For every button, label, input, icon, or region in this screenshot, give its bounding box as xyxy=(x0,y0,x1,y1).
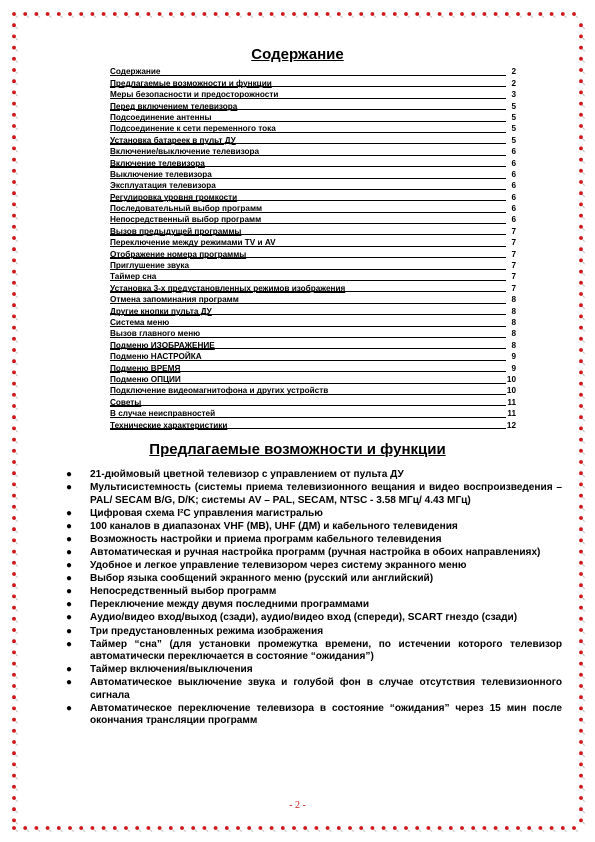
toc-entry-page: 5 xyxy=(511,124,516,134)
feature-item xyxy=(66,547,562,560)
toc-entry-label: Подключение видеомагнитофона и других устройств xyxy=(110,386,329,396)
toc-entry-label: Отображение номера программы xyxy=(110,249,247,259)
toc-entry-page: 7 xyxy=(511,272,516,282)
feature-text: Цифровая схема I²C управления магистралью xyxy=(90,507,323,519)
bullet-icon: ● xyxy=(66,638,73,650)
toc-entry-page: 5 xyxy=(511,135,516,145)
toc-entry-label: Вызов предыдущей программы xyxy=(110,226,242,236)
toc-entry-label: Включение телевизора xyxy=(110,158,205,168)
toc-entry-page: 11 xyxy=(507,409,516,419)
toc-entry-label: Подменю НАСТРОЙКА xyxy=(110,352,202,362)
bullet-icon: ● xyxy=(66,533,73,545)
toc-entry-label: Таймер сна xyxy=(110,272,157,282)
features-title: Предлагаемые возможности и функции xyxy=(149,441,446,458)
toc-entry[interactable] xyxy=(110,385,516,396)
bullet-icon: ● xyxy=(66,469,73,480)
feature-text: Автоматическая и ручная настройка программ (ручная настройка в обоих направлениях) xyxy=(90,546,541,558)
toc-entry-label: Приглушение звука xyxy=(110,261,190,271)
toc-entry-label: Установка батареек в пульт ДУ xyxy=(110,135,236,145)
feature-item xyxy=(66,560,562,573)
toc-entry-label: Меры безопасности и предосторожности xyxy=(110,90,279,100)
toc-entry[interactable] xyxy=(110,374,516,385)
toc-entry-label: Установка 3-х предустановленных режимов изображения xyxy=(110,283,346,293)
toc-entry-page: 7 xyxy=(511,226,516,236)
toc-entry-label: Подменю ОПЦИИ xyxy=(110,374,181,384)
feature-item xyxy=(66,664,562,677)
bullet-icon: ● xyxy=(66,546,73,558)
toc-entry[interactable] xyxy=(110,89,516,100)
table-of-contents xyxy=(110,66,516,431)
toc-entry-page: 9 xyxy=(511,352,516,362)
toc-entry-label: Вызов главного меню xyxy=(110,329,201,339)
bullet-icon: ● xyxy=(66,612,73,624)
toc-leader-line xyxy=(110,405,506,406)
toc-entry-page: 7 xyxy=(511,238,516,248)
bullet-icon: ● xyxy=(66,664,73,676)
toc-entry-label: Отмена запоминания программ xyxy=(110,295,239,305)
feature-item xyxy=(66,469,562,482)
toc-entry[interactable] xyxy=(110,328,516,339)
feature-item xyxy=(66,586,562,599)
toc-entry-page: 8 xyxy=(511,295,516,305)
feature-item xyxy=(66,573,562,586)
toc-entry-label: Выключение телевизора xyxy=(110,169,212,179)
toc-entry[interactable] xyxy=(110,408,516,419)
toc-entry[interactable] xyxy=(110,317,516,328)
toc-entry-page: 8 xyxy=(511,340,516,350)
toc-entry[interactable] xyxy=(110,100,516,111)
toc-entry[interactable] xyxy=(110,339,516,350)
toc-entry[interactable] xyxy=(110,294,516,305)
toc-entry-page: 6 xyxy=(511,169,516,179)
toc-entry[interactable] xyxy=(110,146,516,157)
toc-entry-page: 6 xyxy=(511,147,516,157)
toc-entry-page: 6 xyxy=(511,192,516,202)
toc-entry[interactable] xyxy=(110,260,516,271)
toc-entry[interactable] xyxy=(110,237,516,248)
toc-entry-label: В случае неисправностей xyxy=(110,409,216,419)
toc-entry[interactable] xyxy=(110,157,516,168)
feature-item xyxy=(66,482,562,507)
feature-text: Мультисистемность (системы приема телевизионного вещания и видео воспроизведения – PAL/ SECAM B/G, D/K; системы AV – PAL, SECAM, NTSC - 3.58 МГц/ 4.43 МГц) xyxy=(90,482,562,506)
toc-entry[interactable] xyxy=(110,351,516,362)
toc-leader-line xyxy=(110,280,506,281)
toc-entry[interactable] xyxy=(110,203,516,214)
features-list xyxy=(66,469,562,729)
toc-entry-page: 11 xyxy=(507,397,516,407)
feature-text: 100 каналов в диапазонах VHF (МВ), UHF (ДМ) и кабельного телевидения xyxy=(90,520,458,532)
toc-entry[interactable] xyxy=(110,362,516,373)
toc-entry-page: 10 xyxy=(506,374,516,384)
toc-entry[interactable] xyxy=(110,271,516,282)
toc-entry-page: 8 xyxy=(511,329,516,339)
feature-item xyxy=(66,521,562,534)
bullet-icon: ● xyxy=(66,573,73,585)
toc-entry[interactable] xyxy=(110,180,516,191)
toc-entry-label: Советы xyxy=(110,397,142,407)
toc-entry-page: 8 xyxy=(511,317,516,327)
toc-entry-page: 7 xyxy=(511,283,516,293)
toc-entry-label: Содержание xyxy=(110,67,161,77)
feature-text: Таймер включения/выключения xyxy=(90,664,253,676)
page-number: - 2 - xyxy=(289,800,306,811)
feature-text: 21-дюймовый цветной телевизор с управлением от пульта ДУ xyxy=(90,469,404,480)
toc-entry[interactable] xyxy=(110,396,516,407)
toc-entry-page: 2 xyxy=(511,67,516,77)
toc-entry-label: Подсоединение антенны xyxy=(110,112,212,122)
bullet-icon: ● xyxy=(66,677,73,689)
toc-title: Содержание xyxy=(251,46,344,63)
toc-entry-label: Другие кнопки пульта ДУ xyxy=(110,306,212,316)
toc-entry[interactable] xyxy=(110,112,516,123)
toc-entry-label: Непосредственный выбор программ xyxy=(110,215,262,225)
toc-entry[interactable] xyxy=(110,123,516,134)
toc-entry-label: Подсоединение к сети переменного тока xyxy=(110,124,276,134)
feature-item xyxy=(66,534,562,547)
toc-entry-page: 8 xyxy=(511,306,516,316)
toc-entry-label: Система меню xyxy=(110,317,170,327)
toc-entry-page: 6 xyxy=(511,181,516,191)
toc-entry-page: 7 xyxy=(511,249,516,259)
bullet-icon: ● xyxy=(66,625,73,637)
toc-entry-label: Перед включением телевизора xyxy=(110,101,238,111)
feature-item xyxy=(66,639,562,664)
feature-item xyxy=(66,626,562,639)
toc-entry[interactable] xyxy=(110,134,516,145)
toc-entry-label: Подменю ИЗОБРАЖЕНИЕ xyxy=(110,340,215,350)
bullet-icon: ● xyxy=(66,507,73,519)
toc-entry[interactable] xyxy=(110,77,516,88)
toc-entry-page: 7 xyxy=(511,261,516,271)
toc-entry[interactable] xyxy=(110,214,516,225)
feature-item xyxy=(66,599,562,612)
toc-entry-label: Подменю ВРЕМЯ xyxy=(110,363,181,373)
feature-item xyxy=(66,703,562,728)
bullet-icon: ● xyxy=(66,560,73,572)
toc-leader-line xyxy=(110,326,506,327)
toc-entry-page: 6 xyxy=(511,215,516,225)
toc-entry[interactable] xyxy=(110,225,516,236)
toc-entry-label: Эксплуатация телевизора xyxy=(110,181,216,191)
toc-entry-page: 6 xyxy=(511,158,516,168)
feature-text: Удобное и легкое управление телевизором через систему экранного меню xyxy=(90,560,467,572)
toc-entry-page: 12 xyxy=(506,420,516,430)
feature-text: Автоматическое выключение звука и голубой фон в случае отсутствия телевизионного сигнала xyxy=(90,677,562,701)
feature-text: Таймер “сна” (для установки промежутка времени, по истечении которого телевизор автоматически переключается в состояние “ожидания”) xyxy=(90,638,562,663)
toc-entry[interactable] xyxy=(110,169,516,180)
toc-entry-page: 3 xyxy=(511,90,516,100)
toc-entry-label: Предлагаемые возможности и функции xyxy=(110,78,272,88)
feature-item xyxy=(66,508,562,521)
bullet-icon: ● xyxy=(66,482,73,494)
toc-entry[interactable] xyxy=(110,419,516,430)
toc-entry[interactable] xyxy=(110,191,516,202)
toc-entry[interactable] xyxy=(110,282,516,293)
toc-entry[interactable] xyxy=(110,305,516,316)
bullet-icon: ● xyxy=(66,586,73,598)
toc-entry-label: Последовательный выбор программ xyxy=(110,204,263,214)
toc-entry-label: Регулировка уровня громкости xyxy=(110,192,238,202)
bullet-icon: ● xyxy=(66,702,73,714)
toc-entry-page: 5 xyxy=(511,101,516,111)
feature-text: Три предустановленных режима изображения xyxy=(90,625,324,637)
toc-entry-page: 2 xyxy=(511,78,516,88)
bullet-icon: ● xyxy=(66,520,73,532)
toc-entry-label: Технические характеристики xyxy=(110,420,228,430)
toc-entry-page: 6 xyxy=(511,204,516,214)
feature-item xyxy=(66,612,562,625)
feature-text: Автоматическое переключение телевизора в состояние “ожидания” через 15 мин после окончания трансляции программ xyxy=(90,702,562,727)
toc-entry[interactable] xyxy=(110,66,516,77)
toc-entry-page: 5 xyxy=(511,112,516,122)
toc-entry-page: 9 xyxy=(511,363,516,373)
feature-text: Переключение между двумя последними программами xyxy=(90,599,370,611)
toc-entry-label: Включение/выключение телевизора xyxy=(110,147,260,157)
bullet-icon: ● xyxy=(66,599,73,611)
toc-entry-page: 10 xyxy=(506,386,516,396)
feature-item xyxy=(66,677,562,702)
feature-text: Выбор языка сообщений экранного меню (русский или английский) xyxy=(90,573,434,585)
toc-entry[interactable] xyxy=(110,248,516,259)
feature-text: Возможность настройки и приема программ кабельного телевидения xyxy=(90,533,442,545)
toc-leader-line xyxy=(110,75,506,76)
toc-entry-label: Переключение между режимами TV и AV xyxy=(110,238,276,248)
feature-text: Аудио/видео вход/выход (сзади), аудио/видео вход (спереди), SCART гнездо (сзади) xyxy=(90,612,518,624)
feature-text: Непосредственный выбор программ xyxy=(90,586,277,598)
